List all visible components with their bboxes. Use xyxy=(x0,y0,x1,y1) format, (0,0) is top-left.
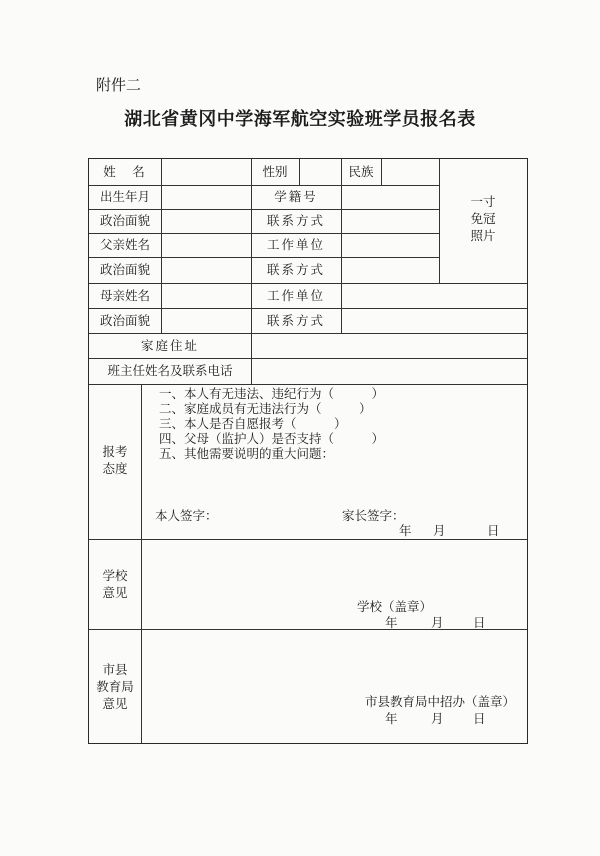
contact-label: 联系方式 xyxy=(266,213,325,228)
bureau-stamp-label: 市县教育局中招办（盖章） xyxy=(365,694,516,709)
col-line xyxy=(161,159,162,333)
political-label: 政治面貌 xyxy=(99,313,150,328)
gender-label: 性别 xyxy=(262,164,288,179)
month-label: 月 xyxy=(431,711,444,726)
contact-label: 联系方式 xyxy=(266,313,325,328)
address-label: 家庭住址 xyxy=(140,338,199,353)
col-line xyxy=(141,384,142,743)
col-line xyxy=(341,159,342,333)
photo-placeholder xyxy=(439,193,527,244)
question-2: 二、家庭成员有无违法行为（ ） xyxy=(159,401,372,416)
row-line xyxy=(89,233,439,234)
birth-label: 出生年月 xyxy=(99,189,150,204)
ethnicity-label: 民族 xyxy=(348,164,374,179)
attitude-label-line: 态度 xyxy=(102,461,128,476)
day-label: 日 xyxy=(487,523,500,538)
row-line xyxy=(89,283,527,284)
teacher-label: 班主任姓名及联系电话 xyxy=(107,363,233,378)
photo-text: 照片 xyxy=(470,228,496,243)
bureau-label-line: 意见 xyxy=(102,696,128,711)
school-stamp-label: 学校（盖章） xyxy=(357,599,433,614)
attitude-label xyxy=(89,443,141,477)
mother-name-label: 母亲姓名 xyxy=(99,288,150,303)
row-line xyxy=(89,185,439,186)
row-line xyxy=(89,384,527,385)
row-line xyxy=(89,209,439,210)
year-label: 年 xyxy=(385,711,398,726)
question-4: 四、父母（监护人）是否支持（ ） xyxy=(159,431,385,446)
work-unit-label: 工作单位 xyxy=(266,288,325,303)
bureau-label-line: 教育局 xyxy=(96,679,134,694)
day-label: 日 xyxy=(473,615,486,630)
self-signature-label: 本人签字： xyxy=(155,508,218,523)
political-label: 政治面貌 xyxy=(99,213,150,228)
question-5: 五、其他需要说明的重大问题： xyxy=(159,446,335,461)
student-id-label: 学籍号 xyxy=(274,189,318,204)
name-label: 姓 名 xyxy=(103,164,147,179)
father-name-label: 父亲姓名 xyxy=(99,237,150,252)
day-label: 日 xyxy=(473,711,486,726)
month-label: 月 xyxy=(433,523,446,538)
question-3: 三、本人是否自愿报考（ ） xyxy=(159,416,347,431)
attitude-label-line: 报考 xyxy=(102,444,128,459)
question-1: 一、本人有无违法、违纪行为（ ） xyxy=(159,386,385,401)
month-label: 月 xyxy=(431,615,444,630)
school-label xyxy=(89,567,141,601)
row-line xyxy=(89,629,527,630)
photo-text: 免冠 xyxy=(470,211,496,226)
political-label: 政治面貌 xyxy=(99,262,150,277)
col-line xyxy=(381,159,382,185)
bureau-label xyxy=(89,661,141,712)
row-line xyxy=(89,308,527,309)
page-title: 湖北省黄冈中学海军航空实验班学员报名表 xyxy=(124,109,476,130)
photo-text: 一寸 xyxy=(470,194,496,209)
attachment-label: 附件二 xyxy=(96,76,142,94)
col-line xyxy=(251,333,252,384)
registration-form xyxy=(88,158,528,744)
year-label: 年 xyxy=(399,523,412,538)
parent-signature-label: 家长签字： xyxy=(342,508,405,523)
col-line xyxy=(299,159,300,185)
work-unit-label: 工作单位 xyxy=(266,237,325,252)
row-line xyxy=(89,257,439,258)
contact-label: 联系方式 xyxy=(266,262,325,277)
row-line xyxy=(89,539,527,540)
row-line xyxy=(89,358,527,359)
row-line xyxy=(89,333,527,334)
school-label-line: 意见 xyxy=(102,585,128,600)
school-label-line: 学校 xyxy=(102,568,128,583)
year-label: 年 xyxy=(385,615,398,630)
bureau-label-line: 市县 xyxy=(102,662,128,677)
